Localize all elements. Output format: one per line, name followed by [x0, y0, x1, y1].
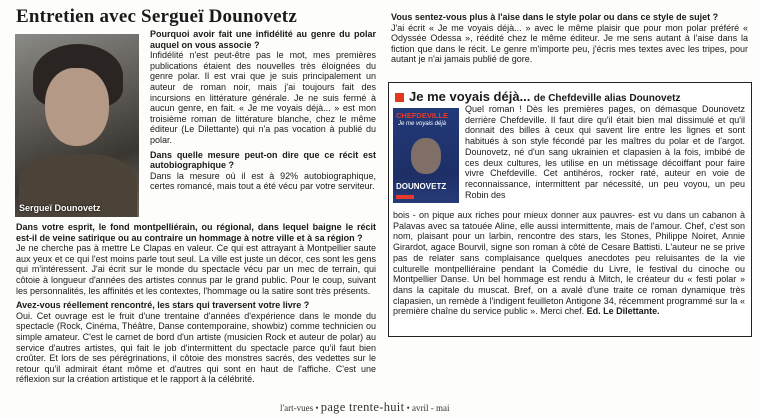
footer-issue: avril - mai [412, 403, 450, 413]
answer-5: J'ai écrit « Je me voyais déjà... » avec le même plaisir que pour mon polar préféré « Odyssée Odessa », réédité chez le même éditeur. Je me sens autant à l'aise dans la fiction que dans le récit. Le genre m'importe peu, j'écris mes textes avec les tripes, pour autant je n'ai jamais publié de gore. [391, 22, 748, 65]
page-title: Entretien avec Sergueï Dounovetz [16, 6, 297, 27]
review-heading [395, 89, 680, 104]
interview-column-top [150, 29, 376, 196]
answer-3: Je ne cherche pas à mettre Le Clapas en valeur. Ce qui est attrayant à Montpellier saute aux yeux et ce qui l'est moins parle tout seul. La ville est juste un décor, ces sont les gens qui m'intéressent. J'ai écrit sur le monde du spectacle vécu par un mec de terrain, qui côtoie à longueur d'années des artistes connus par le grand public. Pour le coup, suivant les personnalités, les affinités et les contextes, l'hommage ou la satire sont très présents. [16, 243, 376, 296]
book-cover-subtitle: Je me voyais déjà [398, 121, 447, 127]
page-footer: l'art-vues • page trente-huit • avril - mai [280, 400, 450, 414]
photo-face [45, 68, 109, 146]
review-text-bottom [393, 210, 745, 317]
review-title: Je me voyais déjà... [409, 89, 531, 104]
answer-1: Infidélité n'est peut-être pas le mot, mes premières publications étaient des nouvelles très éloignées du genre polar. Il est vrai que je suis principalement un auteur de roman noir, mais j'ai toujours fait des incursions en littérature générale. Je ne suis fermé à aucun genre, en fait. « Je me voyais déjà... » est mon troisième roman de littérature blanche, chez le même éditeur (Le Dilettante) qui n'a pas vocation à publié du polar. [150, 50, 376, 145]
author-photo [15, 34, 139, 217]
book-cover-portrait [411, 138, 441, 174]
question-1: Pourquoi avoir fait une infidélité au genre du polar auquel on vous associe ? [150, 29, 376, 50]
answer-2: Dans la mesure où il est à 92% autobiographique, certes romancé, mais tout a été vécu par votre serviteur. [150, 170, 376, 192]
photo-caption: Sergueï Dounovetz [19, 203, 101, 213]
answer-4: Oui. Cet ouvrage est le fruit d'une trentaine d'années d'expérience dans le monde du spectacle (Rock, Cinéma, Théâtre, Danse contemporaine, showbiz) comme technicien ou simple amateur. C'est le carnet de bord d'un artiste (musicien Rock et auteur de polar) au service d'autres artistes, qui fait le job d'intermittent du spectacle parce qu'il faut bien croûter. Et lors de ses pérégrinations, il côtoie des monstres sacrés, des vedettes sur le retour qu'il admirait étant môme et d'autres qui sont en haut de l'affiche. C'est une réflexion sur la création artistique et le rapport à la célébrité. [16, 310, 376, 385]
interview-column-bottom [16, 222, 376, 389]
review-signature: Ed. Le Dilettante. [586, 306, 660, 317]
book-cover-pen-name: DOUNOVETZ [396, 182, 447, 191]
question-2: Dans quelle mesure peut-on dire que ce récit est autobiographique ? [150, 149, 376, 171]
book-review-box [388, 82, 752, 337]
book-cover-publisher-mark [396, 195, 414, 199]
review-byline: de Chefdeville alias Dounovetz [533, 93, 681, 104]
footer-page: page trente-huit [320, 400, 405, 414]
question-4: Avez-vous réellement rencontré, les stars qui traversent votre livre ? [16, 300, 310, 311]
question-5: Vous sentez-vous plus à l'aise dans le style polar ou dans ce style de sujet ? [391, 12, 719, 22]
interview-column-right [391, 12, 748, 69]
question-3: Dans votre esprit, le fond montpelliérain, ou régional, dans lequel baigne le récit est-il de veine satirique ou au contraire un hommage à notre ville et à sa région ? [16, 222, 376, 243]
review-text-top: Quel roman ! Dès les premières pages, on démasque Dounovetz derrière Chefdeville. Il faut dire qu'il était bien mal dissimulé et qu'il donnait des billes à ceux qui savent lire entre les lignes et sont habitués à son style fécondé par les maîtres du polar et de l'argot. Dounovetz, né d'un sang ukrainien et clapasien à la fois, imbibé de ces deux cultures, les utilise en un métissage décoiffant pour faire vivre Chefdeville. Cet antihéros, rocker raté, auteur en voie de reconnaissance, intermittent par nécessité, un peu voyou, un peu Robin des [465, 104, 745, 200]
red-square-icon [395, 93, 404, 102]
book-cover [393, 108, 459, 203]
book-cover-author: CHEFDEVILLE [396, 111, 449, 120]
footer-magazine: l'art-vues [280, 403, 314, 413]
review-text-body: bois - on pique aux riches pour mieux donner aux pauvres- est vu dans un cabanon à Palavas avec sa tatouée Aline, elle aussi intermittente, mais de l'amour. Chef, c'est son nom, plaisant pour un larbin, rencontre des stars, les Stones, Philippe Noiret, Annie Girardot, agace Bourvil, signe son roman à côté de Cesare Battisti. L'auteur ne se prive pas de relater sans complaisance quelques anecdotes peu reluisantes de la vie culturelle montpelliéraine pendant la Comédie du Livre, le festival du cinoche ou Montpellier Danse. Un bel hommage est rendu à Mitch, le créateur du « festi polar » dans la capitale du muscat. Bref, on a avalé d'une traite ce roman dynamique très clapasien, un remède à l'indigent feuilleton Antigone 34, récemment programmé sur la « première chaîne du service public ». Merci chef. [393, 210, 745, 317]
